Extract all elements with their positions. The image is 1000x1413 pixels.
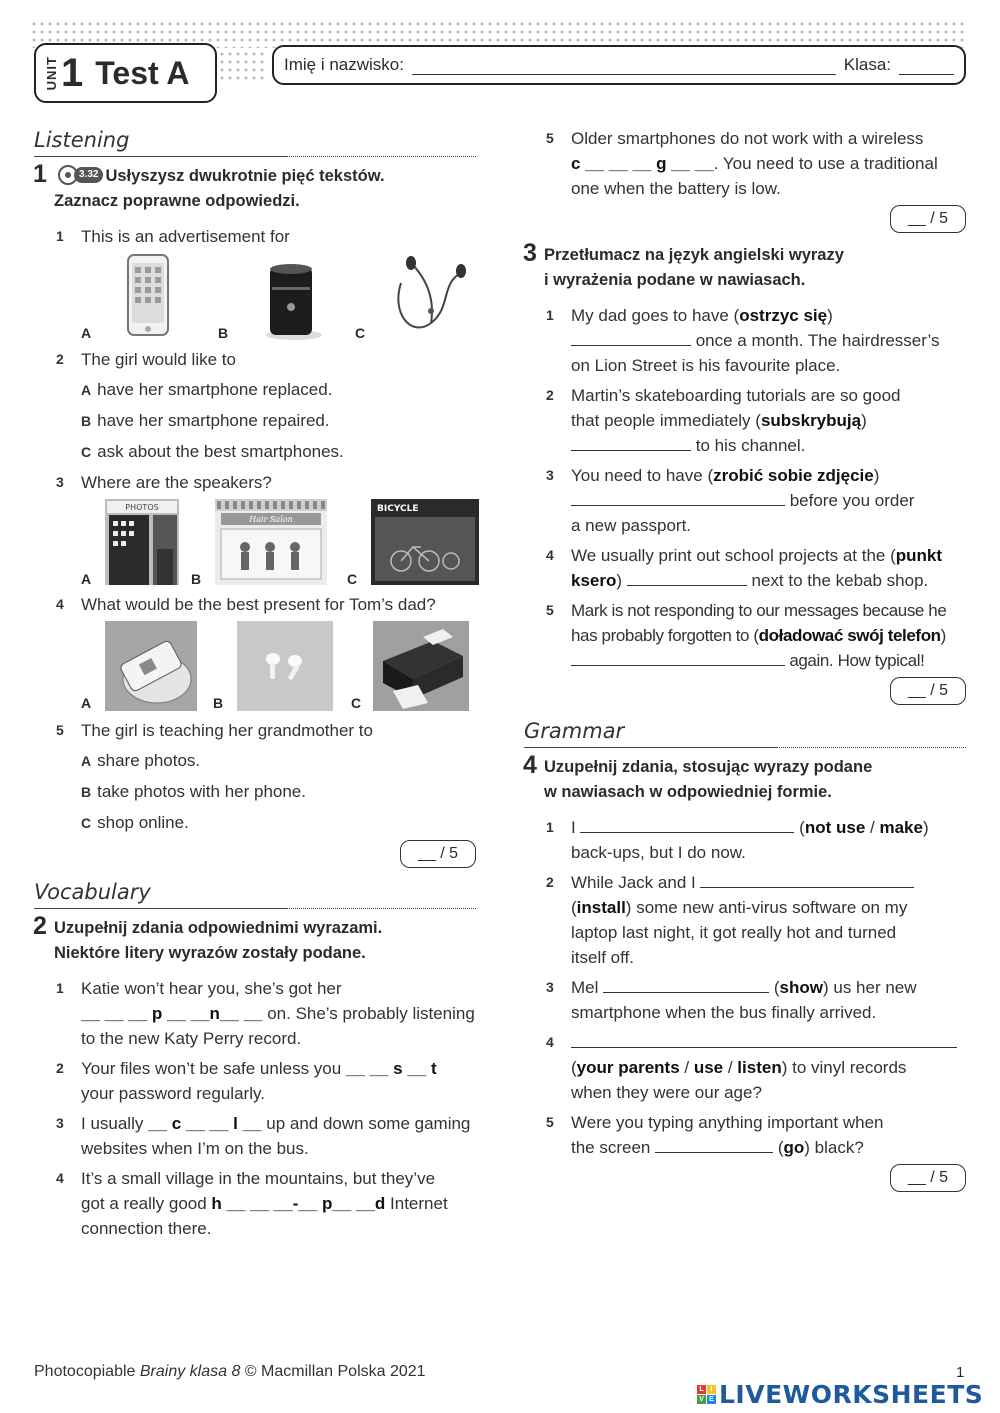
earphones-picture[interactable] [381,253,471,339]
q2-option-b[interactable]: B have her smartphone repaired. [81,411,330,430]
vocab-item-2: 2 Your files won’t be safe unless you __ __ s __ t your password regularly. [56,1059,437,1103]
q2-option-c[interactable]: C ask about the best smartphones. [81,442,344,461]
vocabulary-section-title: Vocabulary [34,872,476,912]
listening-question-1: 1 This is an advertisement for [56,227,290,246]
q5-option-b[interactable]: B take photos with her phone. [81,782,306,801]
printer-picture[interactable] [373,621,469,711]
vocab-item-4: 4 It’s a small village in the mountains, but they’ve got a really good h __ __ __-__ p__ __d Internet connection there. [56,1169,448,1238]
vocab-item-5: 5 Older smartphones do not work with a wireless c __ __ __ g __ __. You need to use a traditional one when the battery is low. [546,129,938,198]
class-field[interactable] [899,55,954,75]
grammar-item-3: 3 Mel (show) us her new smartphone when the bus finally arrived. [524,975,966,1025]
liveworksheets-wordmark: LIVEWORKSHEETS [719,1380,984,1409]
vocab-item-3: 3 I usually __ c __ __ l __ up and down some gaming websites when I’m on the bus. [56,1114,471,1158]
q5-option-c[interactable]: C shop online. [81,813,189,832]
answer-blank[interactable] [571,433,691,451]
task-3-instruction: 3 Przetłumacz na język angielski wyrazy i wyrażenia podane w nawiasach. [523,239,844,289]
unit-label: UNIT [44,55,59,91]
name-label: Imię i nazwisko: [284,55,404,74]
answer-blank[interactable] [580,815,794,833]
translation-item-4: 4 We usually print out school projects at the (punkt ksero) next to the kebab shop. [546,546,943,590]
grammar-item-1: 1 I (not use / make) back-ups, but I do now. [524,815,966,865]
answer-blank[interactable] [700,870,914,888]
answer-blank[interactable] [571,328,691,346]
left-column [34,120,476,1241]
task-4-instruction: 4 Uzupełnij zdania, stosując wyrazy podane w nawiasach w odpowiedniej formie. [523,751,873,801]
word-gap[interactable]: __ __ __ p __ __n__ __ [81,1004,263,1023]
photo-shop-picture[interactable] [105,499,179,585]
answer-blank[interactable] [571,488,785,506]
listening-question-4: 4 What would be the best present for Tom’s dad? [56,595,436,614]
listening-question-2: 2 The girl would like to [56,350,236,369]
option-b-label[interactable]: B [213,695,224,711]
right-column [524,126,966,1194]
task-number: 1 [33,160,47,188]
vocabulary-score-box[interactable]: __ / 5 [890,205,966,233]
liveworksheets-logo[interactable] [697,1380,983,1409]
listening-score-box[interactable]: __ / 5 [400,840,476,868]
earbuds-picture[interactable] [237,621,333,711]
liveworksheets-logo-icon: L I V E [697,1385,716,1404]
answer-blank[interactable] [655,1135,773,1153]
word-gap[interactable]: __ __ s __ t [345,1059,437,1078]
option-a-label[interactable]: A [81,695,92,711]
answer-blank[interactable] [603,975,769,993]
option-b-label[interactable]: B [191,571,202,587]
vocab-item-1: 1 Katie won’t hear you, she’s got her __ __ __ p __ __n__ __ on. She’s probably listening to the new Katy Perry record. [56,979,475,1048]
option-c-label[interactable]: C [347,571,358,587]
option-a-label[interactable]: A [81,571,92,587]
page-number: 1 [956,1364,965,1381]
test-title: Test A [95,54,190,91]
translation-score-box[interactable]: __ / 5 [890,677,966,705]
option-b-label[interactable]: B [218,325,229,341]
task-1-instruction: 1 3.32 Usłyszysz dwukrotnie pięć tekstów. Zaznacz poprawne odpowiedzi. [33,160,385,210]
word-gap[interactable]: __ c __ __ l __ [148,1114,262,1133]
listening-question-3: 3 Where are the speakers? [56,473,272,492]
answer-blank[interactable] [571,1030,957,1048]
answer-blank[interactable] [571,648,785,666]
q4-pictures [81,621,476,713]
footer-copyright: Photocopiable Brainy klasa 8 © Macmillan Polska 2021 [34,1363,426,1380]
grammar-item-4: 4 (your parents / use / listen) to vinyl records when they were our age? [524,1030,966,1105]
task-2-instruction: 2 Uzupełnij zdania odpowiednimi wyrazami. Niektóre litery wyrazów zostały podane. [33,912,383,962]
speaker-picture[interactable] [264,261,324,341]
header-dot-pattern-small [218,50,268,80]
option-a-label[interactable]: A [81,325,92,341]
q2-option-a[interactable]: A have her smartphone replaced. [81,380,333,399]
translation-item-2: 2 Martin’s skateboarding tutorials are so good that people immediately (subskrybują) to his channel. [546,386,901,455]
wireless-charger-picture[interactable] [105,621,197,711]
grammar-score-box[interactable]: __ / 5 [890,1164,966,1192]
name-class-box [272,45,966,85]
q3-pictures [81,499,476,587]
cd-track-icon[interactable]: 3.32 [58,162,103,187]
option-c-label[interactable]: C [351,695,362,711]
photos-sign: PHOTOS [125,503,159,512]
word-gap[interactable]: h __ __ __-__ p__ __d [211,1194,386,1213]
translation-item-5: 5 Mark is not responding to our messages because he has probably forgotten to (doładować swój telefon) again. How typical! [546,601,947,670]
class-label: Klasa: [843,55,891,74]
grammar-section-title: Grammar [524,711,966,751]
bicycle-sign: BICYCLE [377,504,419,514]
bicycle-shop-picture[interactable] [371,499,479,585]
word-gap[interactable]: c __ __ __ g __ __ [571,154,714,173]
grammar-item-2: 2 While Jack and I (install) some new anti-virus software on my laptop last night, it got really hot and turned itself off. [524,870,966,970]
hair-salon-sign: Hair Salon [249,515,293,524]
translation-item-1: 1 My dad goes to have (ostrzyc się) once a month. The hairdresser’s on Lion Street is his favourite place. [546,306,940,375]
option-c-label[interactable]: C [355,325,366,341]
listening-section-title: Listening [34,120,476,160]
q5-option-a[interactable]: A share photos. [81,751,201,770]
unit-title-box [34,43,217,103]
hair-salon-picture[interactable] [215,499,327,585]
q1-pictures [81,253,476,347]
answer-blank[interactable] [627,568,747,586]
translation-item-3: 3 You need to have (zrobić sobie zdjęcie) before you order a new passport. [546,466,915,535]
smartphone-picture[interactable] [126,253,170,337]
listening-question-5: 5 The girl is teaching her grandmother to [56,721,373,740]
unit-number: 1 [61,51,84,95]
grammar-item-5: 5 Were you typing anything important when the screen (go) black? [546,1113,884,1157]
name-field[interactable] [412,55,836,75]
